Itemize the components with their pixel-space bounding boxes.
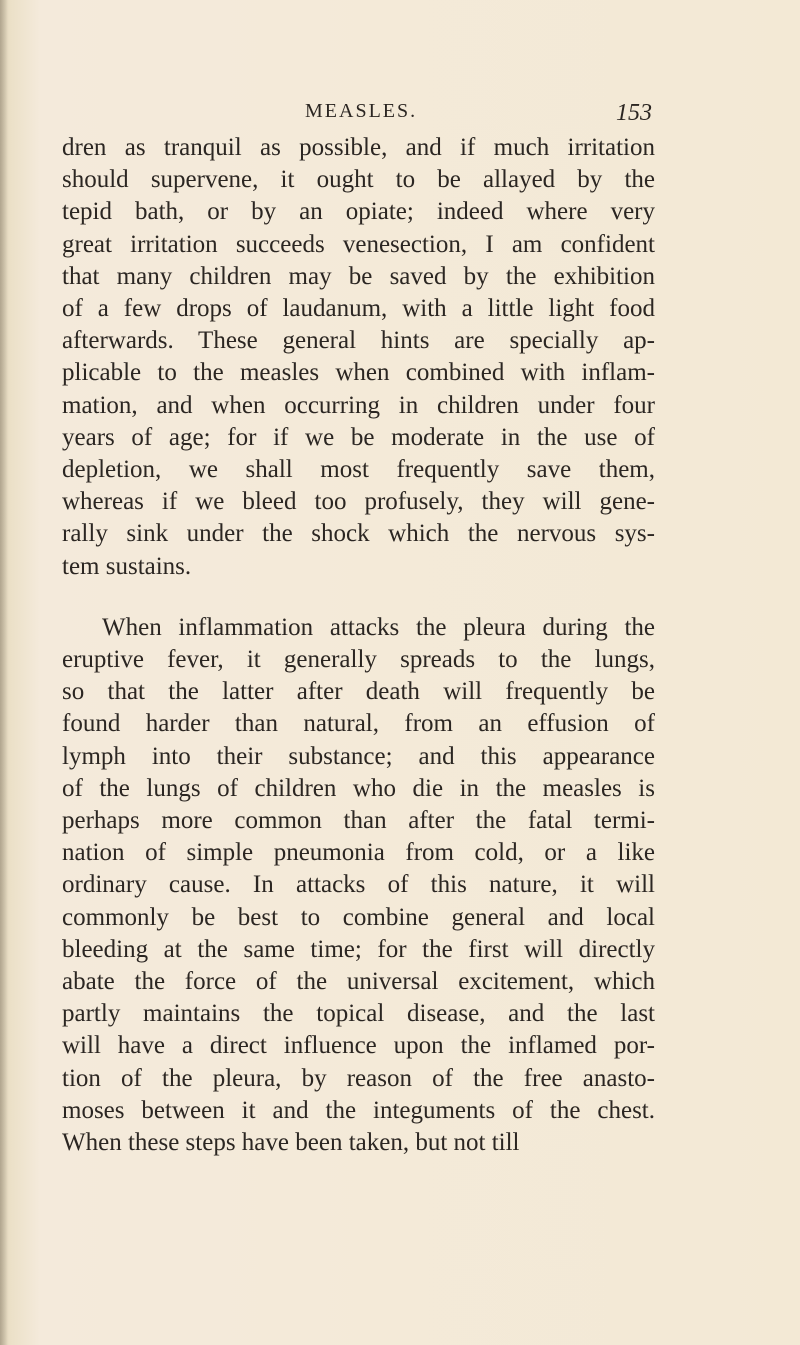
text-line: lymph into their substance; and this appearance	[62, 742, 655, 770]
binding-shadow	[0, 0, 8, 1345]
page-number: 153	[616, 100, 652, 126]
text-line: should supervene, it ought to be allayed by the	[62, 166, 655, 194]
text-line: so that the latter after death will frequently be	[62, 678, 655, 706]
text-line: depletion, we shall most frequently save them,	[62, 456, 655, 484]
paragraph-2	[62, 612, 655, 1159]
text-line: tepid bath, or by an opiate; indeed where very	[62, 198, 655, 226]
text-line: commonly be best to combine general and local	[62, 903, 655, 931]
text-line: bleeding at the same time; for the first will directly	[62, 935, 655, 963]
text-line: partly maintains the topical disease, and the last	[62, 1000, 655, 1028]
text-line: great irritation succeeds venesection, I am confident	[62, 230, 655, 258]
text-line: years of age; for if we be moderate in the use of	[62, 423, 655, 451]
text-line: ordinary cause. In attacks of this nature, it will	[62, 871, 655, 899]
text-line: moses between it and the integuments of the chest.	[62, 1096, 655, 1124]
text-line: will have a direct influence upon the inflamed por-	[62, 1032, 655, 1060]
paragraph-1	[62, 132, 655, 583]
text-line: dren as tranquil as possible, and if much irritation	[62, 134, 655, 161]
text-line: When these steps have been taken, but not till	[62, 1129, 520, 1157]
text-line: of a few drops of laudanum, with a little light food	[62, 295, 655, 323]
running-title: MEASLES.	[305, 100, 418, 122]
text-line: tion of the pleura, by reason of the free anasto-	[62, 1064, 655, 1092]
text-line: tem sustains.	[62, 552, 192, 580]
running-head	[62, 100, 652, 130]
text-line: perhaps more common than after the fatal termi-	[62, 807, 655, 835]
text-line: afterwards. These general hints are specially ap-	[62, 327, 655, 355]
text-line: rally sink under the shock which the nervous sys-	[62, 520, 655, 548]
text-line: abate the force of the universal excitement, which	[62, 968, 655, 996]
text-line: mation, and when occurring in children under four	[62, 391, 655, 419]
text-line: found harder than natural, from an effusion of	[62, 710, 655, 738]
text-line: eruptive fever, it generally spreads to the lungs,	[62, 646, 655, 674]
text-line: that many children may be saved by the exhibition	[62, 262, 655, 290]
text-line: plicable to the measles when combined with inflam-	[62, 359, 655, 387]
text-line: nation of simple pneumonia from cold, or a like	[62, 839, 655, 867]
text-line: When inflammation attacks the pleura during the	[102, 613, 655, 641]
text-line: whereas if we bleed too profusely, they will gene-	[62, 488, 655, 516]
text-line: of the lungs of children who die in the measles is	[62, 774, 655, 802]
body-text	[62, 132, 655, 1159]
